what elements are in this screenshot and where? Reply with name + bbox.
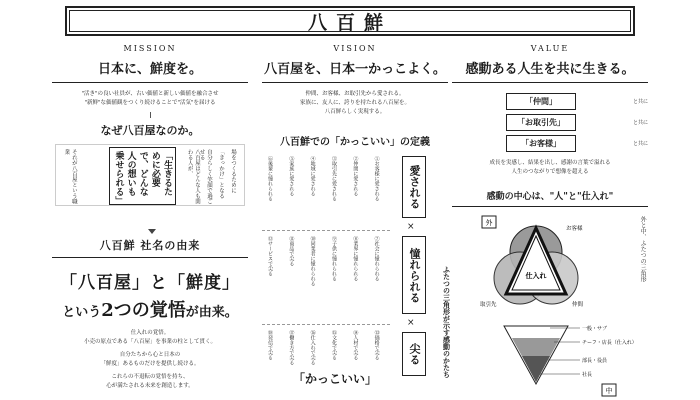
definition-item: ⑫サービスで尖る bbox=[267, 236, 273, 276]
definition-item: ⑬価格で尖る bbox=[373, 330, 380, 360]
name-origin-title: 八百鮮 社名の由来 bbox=[52, 237, 248, 258]
why-text-5: それが八百屋という職業 bbox=[63, 149, 77, 204]
partner-row bbox=[452, 93, 648, 110]
definition-item: ⑯仕入れで尖る bbox=[309, 330, 316, 365]
name-origin-emphasis: 2つの覚悟 bbox=[101, 300, 186, 321]
why-text-3: 「きっかけ」となる bbox=[218, 149, 224, 199]
pyramid-band-3 bbox=[522, 356, 550, 382]
divider bbox=[150, 112, 151, 118]
partner-supplier-box: 「お取引先」 bbox=[506, 114, 576, 131]
why-quote: 「生きるために必要で、どんな人の想いも乗せられる」 bbox=[109, 147, 176, 205]
definition-item: ⑦社会に憧れられる bbox=[373, 236, 380, 281]
name-origin-subline bbox=[52, 296, 248, 322]
name-body-3: 自分たちから心と日本の bbox=[119, 352, 181, 358]
mission-intro-line-2: "新鮮"な価値観をつくり続けることで"活気"を届ける bbox=[84, 100, 216, 106]
kakkoii-label: 「かっこいい」 bbox=[292, 372, 377, 386]
name-origin-body bbox=[52, 329, 248, 391]
name-body-1: 仕入れの覚悟。 bbox=[130, 330, 170, 336]
definition-item: ⑰働き方で尖る bbox=[288, 330, 295, 365]
value-intro-line-1: 成長を実感し、結果を出し、感謝の言葉で溢れる bbox=[489, 160, 611, 166]
circle-customer-label: お客様 bbox=[566, 226, 583, 232]
times-sign: × bbox=[407, 318, 415, 328]
why-title: なぜ八百屋なのか。 bbox=[100, 124, 200, 137]
center-title: 感動の中心は、"人"と"仕入れ" bbox=[452, 189, 648, 207]
why-text-4: 場をつくるために bbox=[230, 149, 236, 193]
partner-suffix: と共に bbox=[632, 141, 648, 147]
vision-heading: 八百屋を、日本一かっこよく。 bbox=[262, 58, 448, 83]
value-label: VALUE bbox=[530, 44, 570, 53]
vision-intro-line-3: 八百鮮らしく実現する。 bbox=[324, 109, 386, 115]
name-origin-section bbox=[52, 237, 248, 391]
circle-supplier-label: 取引先 bbox=[480, 302, 497, 308]
outer-desc: 外と中、ふたつの三角形 bbox=[639, 216, 647, 282]
mission-intro-line-1: "活き"の良い社員が、古い価値と新しい価値を融合させ bbox=[81, 91, 219, 97]
definition-item: ⑤家族に愛される bbox=[288, 156, 295, 196]
name-origin-post: が由来。 bbox=[185, 305, 238, 320]
definition-item: ⑪商品で尖る bbox=[288, 236, 295, 266]
definition-item: ①お客様に愛される bbox=[373, 156, 380, 201]
mission-heading: 日本に、鮮度を。 bbox=[52, 58, 248, 83]
circle-peer-label: 仲間 bbox=[572, 302, 584, 308]
definition-divider bbox=[262, 324, 390, 325]
keyword-admire: 憧れられる bbox=[402, 236, 426, 314]
keyword-sharp: 尖る bbox=[402, 332, 426, 376]
mission-label: MISSION bbox=[123, 44, 177, 53]
definition-item: ④地域に愛される bbox=[309, 156, 316, 196]
mission-intro bbox=[52, 90, 248, 108]
definition-grid bbox=[262, 154, 390, 390]
side-description: ふたつの三角形が示す感動のかたち bbox=[442, 266, 452, 378]
times-sign: × bbox=[407, 222, 415, 232]
definition-item: ⑮文化で尖る bbox=[331, 330, 337, 360]
mission-column bbox=[52, 44, 248, 389]
definition-item: ⑨子供に憧れられる bbox=[331, 236, 337, 281]
definition-item: ⑱発信で尖る bbox=[267, 330, 273, 360]
name-body-5: これらの不退転の覚悟を持ち、 bbox=[111, 374, 189, 380]
level-label: 一般・サブ bbox=[582, 326, 608, 332]
partner-peer-box: 「仲間」 bbox=[506, 93, 576, 110]
definition-item: ⑩同業者に憧れられる bbox=[309, 236, 316, 286]
vision-intro-line-1: 仲間、お客様、お取引先から愛される。 bbox=[305, 91, 405, 97]
level-label: 部長・役員 bbox=[582, 358, 608, 364]
outer-label: 外 bbox=[485, 219, 493, 227]
definition-item: ⑥後輩に憧れられる bbox=[267, 156, 273, 201]
name-origin-pre: という bbox=[62, 305, 102, 320]
partner-row bbox=[452, 135, 648, 152]
definition-divider bbox=[262, 230, 390, 231]
name-body-4: 「鮮度」あるものだけを提供し続ける。 bbox=[100, 361, 200, 367]
page-title: 八百鮮 bbox=[307, 11, 392, 34]
definition-item: ⑭人材で尖る bbox=[352, 330, 359, 360]
partner-suffix: と共に bbox=[632, 120, 648, 126]
vision-intro bbox=[262, 90, 448, 117]
why-panel bbox=[55, 144, 245, 206]
level-label: 社長 bbox=[582, 372, 593, 378]
definition-item: ⑧業界に憧れられる bbox=[352, 236, 359, 281]
vision-column bbox=[262, 44, 448, 400]
partner-customer-box: 「お客様」 bbox=[506, 135, 576, 152]
name-origin-headline: 「八百屋」と「鮮度」 bbox=[60, 273, 240, 293]
center-label: 仕入れ bbox=[525, 271, 547, 280]
definition-item: ②仲間に愛される bbox=[352, 156, 359, 196]
definition-title: 八百鮮での「かっこいい」の定義 bbox=[280, 137, 430, 148]
value-intro bbox=[452, 159, 648, 177]
header-banner bbox=[65, 6, 635, 36]
vision-label: VISION bbox=[333, 44, 377, 53]
why-text-1: 八百屋はどんな人も関わる人が、 bbox=[186, 149, 200, 204]
keyword-love: 愛される bbox=[402, 156, 426, 218]
definition-item: ③取引先に愛される bbox=[331, 156, 337, 201]
partner-suffix: と共に bbox=[632, 99, 648, 105]
value-partners bbox=[452, 93, 648, 152]
value-heading: 感動ある人生を共に生きる。 bbox=[452, 58, 648, 83]
inner-label: 中 bbox=[605, 387, 613, 395]
vision-intro-line-2: 家族に、友人に、誇りを持たれる八百屋を。 bbox=[299, 100, 410, 106]
triangle-diagram bbox=[452, 214, 648, 400]
level-label: チーフ・店長（仕入れ） bbox=[582, 340, 637, 346]
name-body-2: 小売の原点である「八百屋」を事業の柱として貫く。 bbox=[84, 339, 216, 345]
name-body-6: 心が満たされる未来を創造します。 bbox=[106, 383, 194, 389]
value-intro-line-2: 人生のつながりで想像を超える bbox=[511, 169, 589, 175]
partner-row bbox=[452, 114, 648, 131]
definition-area bbox=[262, 154, 448, 400]
value-column bbox=[442, 44, 648, 395]
arrow-down-icon bbox=[148, 229, 156, 234]
why-text-2: 自分らしく笑顔で過ごせる bbox=[198, 149, 212, 204]
